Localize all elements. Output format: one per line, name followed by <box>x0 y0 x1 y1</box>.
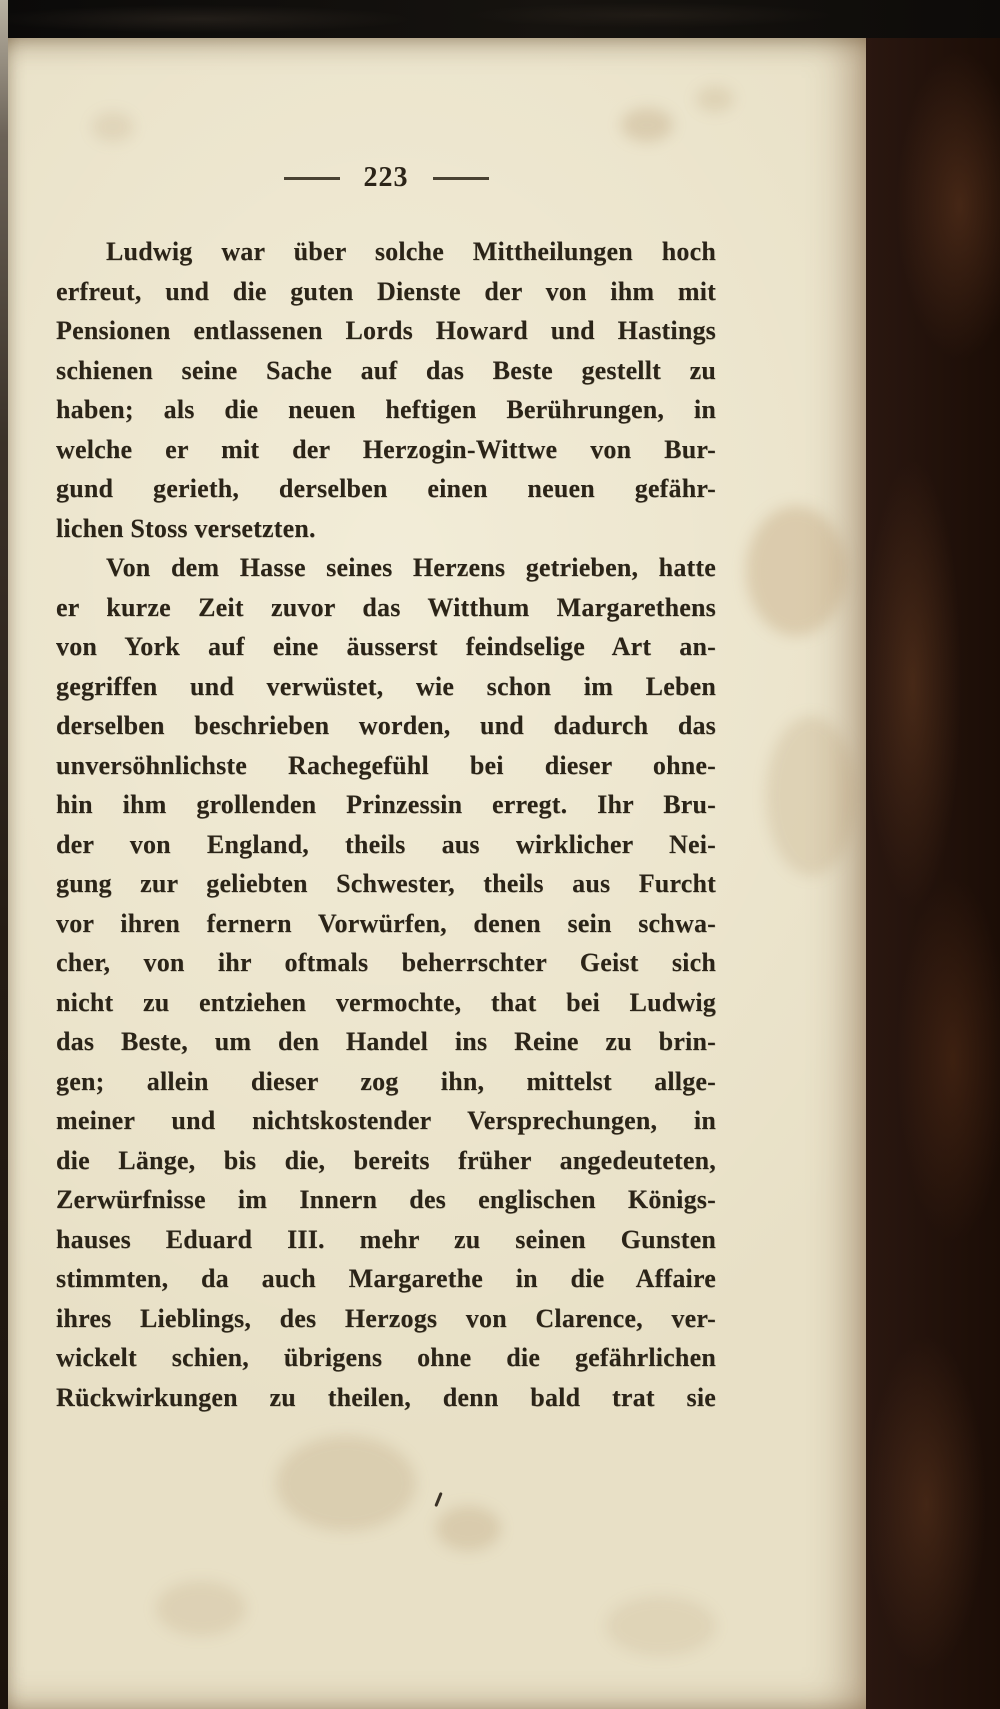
text-line: stimmten, da auch Margarethe in die Affaire <box>56 1264 716 1293</box>
paper-stain <box>696 86 734 112</box>
text-line: das Beste, um den Handel ins Reine zu brin- <box>56 1027 716 1056</box>
text-line: hauses Eduard III. mehr zu seinen Gunsten <box>56 1224 716 1254</box>
text-line: schienen seine Sache auf das Beste gestellt zu <box>56 355 716 385</box>
text-line: welche er mit der Herzogin-Wittwe von Bur- <box>56 434 716 464</box>
scan-left-edge <box>0 0 8 1709</box>
text-line: lichen Stoss versetzten. <box>56 513 316 543</box>
text-line: derselben beschrieben worden, und dadurch das <box>56 711 716 740</box>
paper-stain <box>92 112 134 142</box>
text-line: cher, von ihr oftmals beherrschter Geist sich <box>56 948 716 977</box>
text-line: gund gerieth, derselben einen neuen gefähr- <box>56 474 716 503</box>
text-line: Ludwig war über solche Mittheilungen hoch <box>106 237 716 266</box>
paper-stain <box>766 716 856 876</box>
paper-stain <box>276 1436 416 1531</box>
text-line: gen; allein dieser zog ihn, mittelst allge- <box>56 1066 716 1096</box>
text-line: haben; als die neuen heftigen Berührungen, in <box>56 395 716 424</box>
text-line: wickelt schien, übrigens ohne die gefährlichen <box>56 1343 716 1372</box>
text-line: Rückwirkungen zu theilen, denn bald trat sie <box>56 1382 716 1412</box>
stray-ink-mark <box>434 1492 442 1507</box>
text-line: ihres Lieblings, des Herzogs von Clarence, ver- <box>56 1303 716 1333</box>
paper-stain <box>156 1581 246 1636</box>
text-line: er kurze Zeit zuvor das Witthum Margarethens <box>56 592 716 622</box>
text-line: Von dem Hasse seines Herzens getrieben, hatte <box>106 553 716 582</box>
scan-top-edge <box>0 0 1000 38</box>
book-binding-edge <box>866 0 1000 1709</box>
text-line: Zerwürfnisse im Innern des englischen Königs- <box>56 1185 716 1214</box>
paper-stain <box>606 1596 716 1656</box>
text-line: von York auf eine äusserst feindselige Art an- <box>56 632 716 661</box>
text-line: nicht zu entziehen vermochte, that bei Ludwig <box>56 987 716 1017</box>
text-line: unversöhnlichste Rachegefühl bei dieser ohne- <box>56 750 716 780</box>
paper-stain <box>436 1506 501 1551</box>
text-line: gung zur geliebten Schwester, theils aus Furcht <box>56 869 716 898</box>
text-line: vor ihren fernern Vorwürfen, denen sein schwa- <box>56 908 716 938</box>
text-line: erfreut, und die guten Dienste der von ihm mit <box>56 276 716 306</box>
header-rule-left <box>284 177 340 180</box>
text-line: der von England, theils aus wirklicher Nei- <box>56 829 716 859</box>
text-line: meiner und nichtskostender Versprechungen, in <box>56 1106 716 1135</box>
text-line: gegriffen und verwüstet, wie schon im Leben <box>56 671 716 701</box>
header-rule-right <box>433 177 489 180</box>
text-line: die Länge, bis die, bereits früher angedeuteten, <box>56 1145 716 1175</box>
book-page <box>6 36 868 1709</box>
page-number: 223 <box>363 162 409 193</box>
paper-stain <box>746 506 846 636</box>
text-block <box>56 232 716 1417</box>
page-header <box>56 162 716 194</box>
paper-stain <box>621 108 673 142</box>
text-line: Pensionen entlassenen Lords Howard und Hastings <box>56 316 716 345</box>
text-line: hin ihm grollenden Prinzessin erregt. Ihr Bru- <box>56 790 716 819</box>
